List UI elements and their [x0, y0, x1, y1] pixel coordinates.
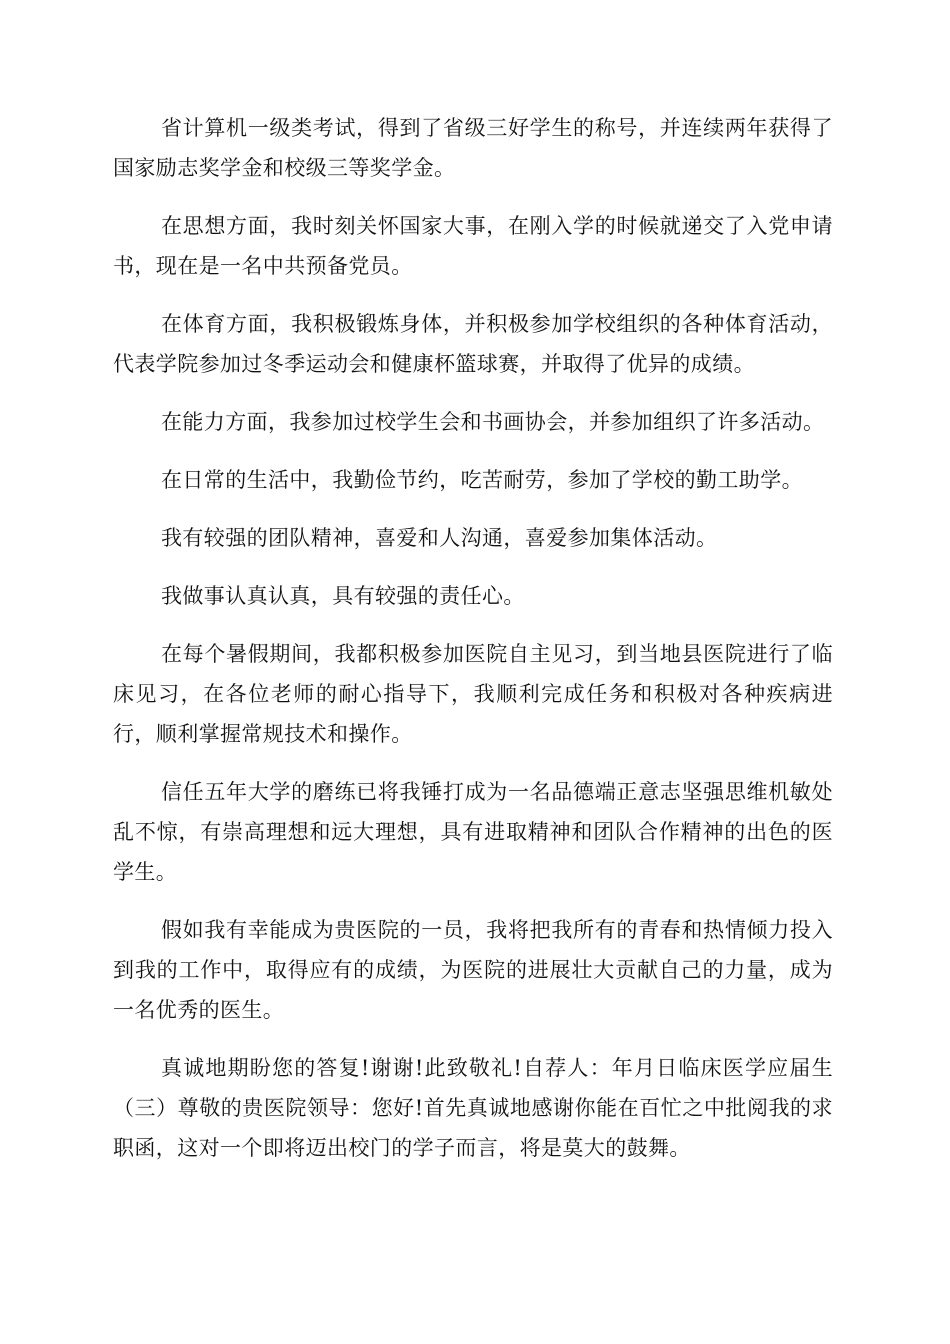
document-body	[113, 108, 833, 1186]
paragraph-10: 假如我有幸能成为贵医院的一员，我将把我所有的青春和热情倾力投入到我的工作中，取得应有的成绩，为医院的进展壮大贡献自己的力量，成为一名优秀的医生。	[113, 918, 833, 1022]
paragraph-11: 真诚地期盼您的答复!谢谢!此致敬礼!自荐人：年月日临床医学应届生（三）尊敬的贵医院领导：您好!首先真诚地感谢你能在百忙之中批阅我的求职函，这对一个即将迈出校门的学子而言，将是莫大的鼓舞。	[113, 1056, 833, 1160]
paragraph-6: 我有较强的团队精神，喜爱和人沟通，喜爱参加集体活动。	[161, 526, 718, 550]
paragraph-2: 在思想方面，我时刻关怀国家大事，在刚入学的时候就递交了入党申请书，现在是一名中共预备党员。	[113, 214, 833, 278]
paragraph-5: 在日常的生活中，我勤俭节约，吃苦耐劳，参加了学校的勤工助学。	[161, 468, 803, 492]
paragraph-7: 我做事认真认真，具有较强的责任心。	[161, 584, 525, 608]
paragraph-3: 在体育方面，我积极锻炼身体，并积极参加学校组织的各种体育活动，代表学院参加过冬季运动会和健康杯篮球赛，并取得了优异的成绩。	[113, 312, 833, 376]
paragraph-1: 省计算机一级类考试，得到了省级三好学生的称号，并连续两年获得了国家励志奖学金和校级三等奖学金。	[113, 116, 833, 180]
paragraph-8: 在每个暑假期间，我都积极参加医院自主见习，到当地县医院进行了临床见习，在各位老师的耐心指导下，我顺利完成任务和积极对各种疾病进行，顺利掌握常规技术和操作。	[113, 642, 833, 746]
paragraph-4: 在能力方面，我参加过校学生会和书画协会，并参加组织了许多活动。	[161, 410, 825, 434]
paragraph-9: 信任五年大学的磨练已将我锤打成为一名品德端正意志坚强思维机敏处乱不惊，有崇高理想和远大理想，具有进取精神和团队合作精神的出色的医学生。	[113, 780, 833, 884]
